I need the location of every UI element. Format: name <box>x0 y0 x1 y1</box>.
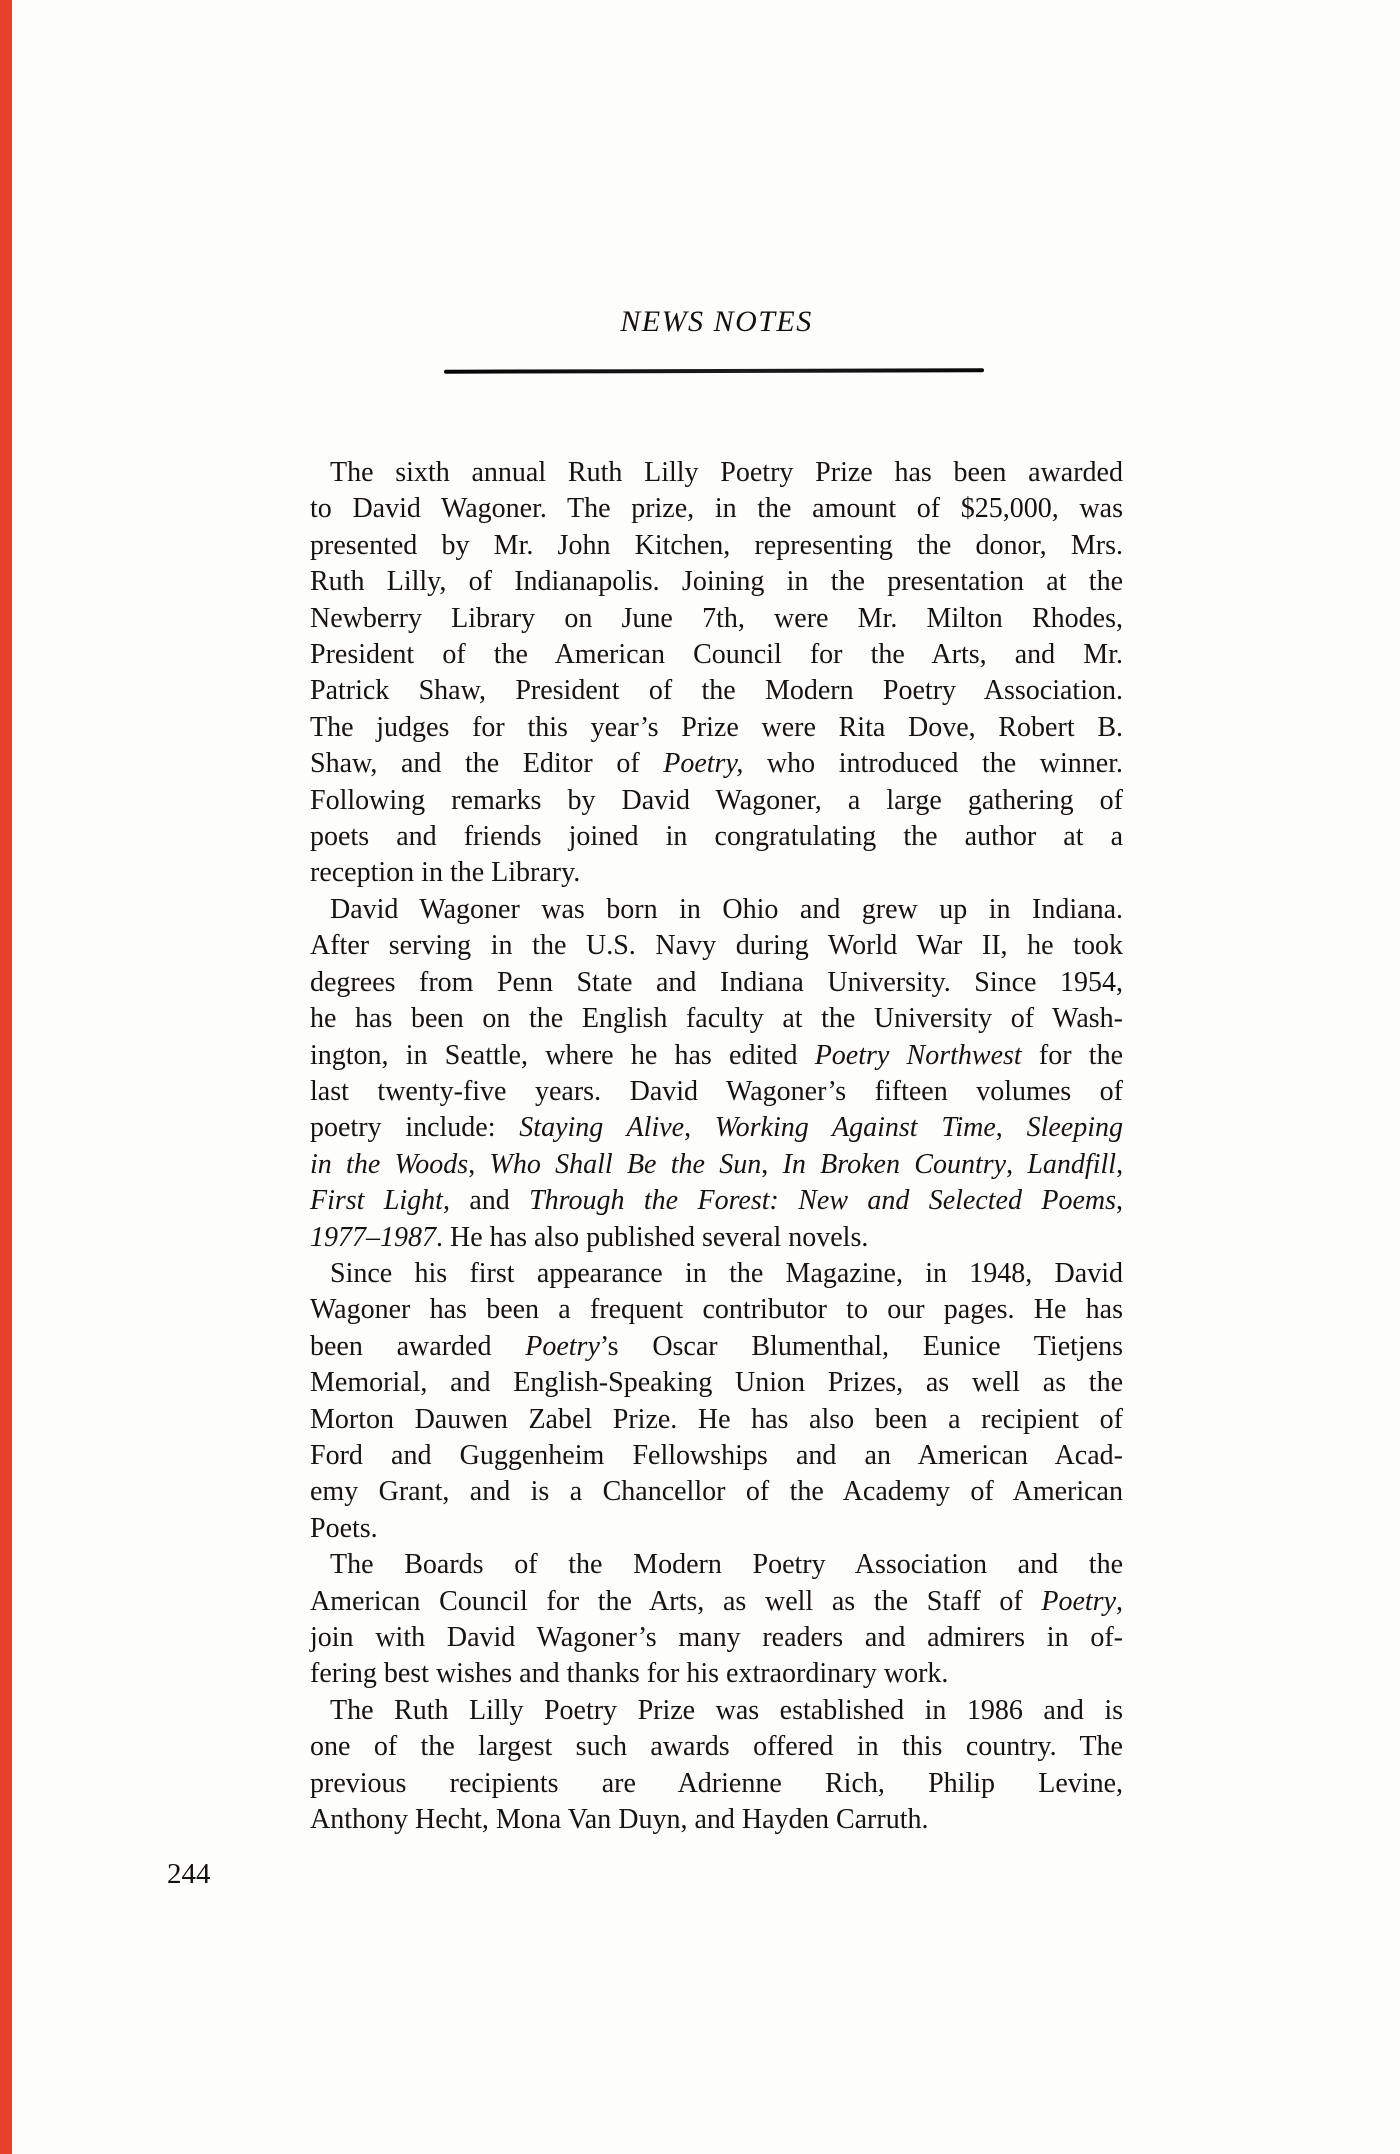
page-number: 244 <box>167 1858 211 1890</box>
text-line: Poets. <box>310 1512 378 1544</box>
text-line: degrees from Penn State and Indiana University. Since 1954, <box>310 966 1123 998</box>
text-line: he has been on the English faculty at the University of Wash- <box>310 1003 1123 1035</box>
text-line: poetry include: Staying Alive, Working Against Time, Sleeping <box>310 1112 1123 1144</box>
paragraph <box>310 1547 1123 1693</box>
section-title: NEWS NOTES <box>620 305 813 338</box>
text-line: American Council for the Arts, as well as the Staff of Poetry, <box>310 1585 1123 1617</box>
article-body <box>310 455 1123 1838</box>
scan-edge-stripe <box>0 0 12 2154</box>
text-line: in the Woods, Who Shall Be the Sun, In Broken Country, Landfill, <box>310 1148 1124 1180</box>
text-line: presented by Mr. John Kitchen, representing the donor, Mrs. <box>310 529 1123 561</box>
text-line: to David Wagoner. The prize, in the amount of $25,000, was <box>310 493 1123 525</box>
text-line: Newberry Library on June 7th, were Mr. Milton Rhodes, <box>310 602 1123 634</box>
header-rule <box>444 368 984 373</box>
text-line: Patrick Shaw, President of the Modern Poetry Association. <box>310 675 1123 707</box>
text-line: Morton Dauwen Zabel Prize. He has also been a recipient of <box>310 1403 1123 1435</box>
text-line: Memorial, and English-Speaking Union Prizes, as well as the <box>310 1367 1123 1399</box>
text-line: The Boards of the Modern Poetry Association and the <box>330 1549 1123 1581</box>
text-line: been awarded Poetry’s Oscar Blumenthal, Eunice Tietjens <box>310 1330 1124 1362</box>
text-line: reception in the Library. <box>310 857 581 889</box>
text-line: Ruth Lilly, of Indianapolis. Joining in the presentation at the <box>310 566 1123 598</box>
text-line: Wagoner has been a frequent contributor to our pages. He has <box>310 1294 1123 1326</box>
text-line: The Ruth Lilly Poetry Prize was established in 1986 and is <box>330 1694 1123 1726</box>
text-line: David Wagoner was born in Ohio and grew up in Indiana. <box>330 893 1123 925</box>
text-line: President of the American Council for the Arts, and Mr. <box>310 639 1123 671</box>
text-line: 1977–1987. He has also published several novels. <box>310 1221 869 1253</box>
text-line: poets and friends joined in congratulating the author at a <box>310 821 1123 853</box>
text-line: Anthony Hecht, Mona Van Duyn, and Hayden Carruth. <box>310 1804 929 1836</box>
text-line: emy Grant, and is a Chancellor of the Academy of American <box>310 1476 1123 1508</box>
text-line: one of the largest such awards offered in this country. The <box>310 1731 1123 1763</box>
paragraph <box>310 1693 1123 1839</box>
text-line: previous recipients are Adrienne Rich, Philip Levine, <box>310 1767 1123 1799</box>
text-line: join with David Wagoner’s many readers and admirers in of- <box>310 1622 1123 1653</box>
text-line: last twenty-five years. David Wagoner’s fifteen volumes of <box>310 1075 1123 1107</box>
text-line: Since his first appearance in the Magazine, in 1948, David <box>330 1257 1123 1289</box>
text-line: After serving in the U.S. Navy during World War II, he took <box>310 930 1123 962</box>
text-line: Shaw, and the Editor of Poetry, who introduced the winner. <box>310 748 1123 780</box>
text-line: First Light, and Through the Forest: New and Selected Poems, <box>310 1185 1123 1217</box>
text-line: fering best wishes and thanks for his extraordinary work. <box>310 1658 949 1690</box>
paragraph <box>310 1256 1123 1547</box>
paragraph <box>310 455 1123 892</box>
text-line: Following remarks by David Wagoner, a large gathering of <box>310 784 1123 816</box>
text-line: Ford and Guggenheim Fellowships and an American Acad- <box>310 1439 1123 1471</box>
paragraph <box>310 892 1123 1256</box>
text-line: The judges for this year’s Prize were Rita Dove, Robert B. <box>310 711 1123 743</box>
text-line: The sixth annual Ruth Lilly Poetry Prize has been awarded <box>330 457 1123 488</box>
text-line: ington, in Seattle, where he has edited Poetry Northwest for the <box>310 1039 1123 1071</box>
